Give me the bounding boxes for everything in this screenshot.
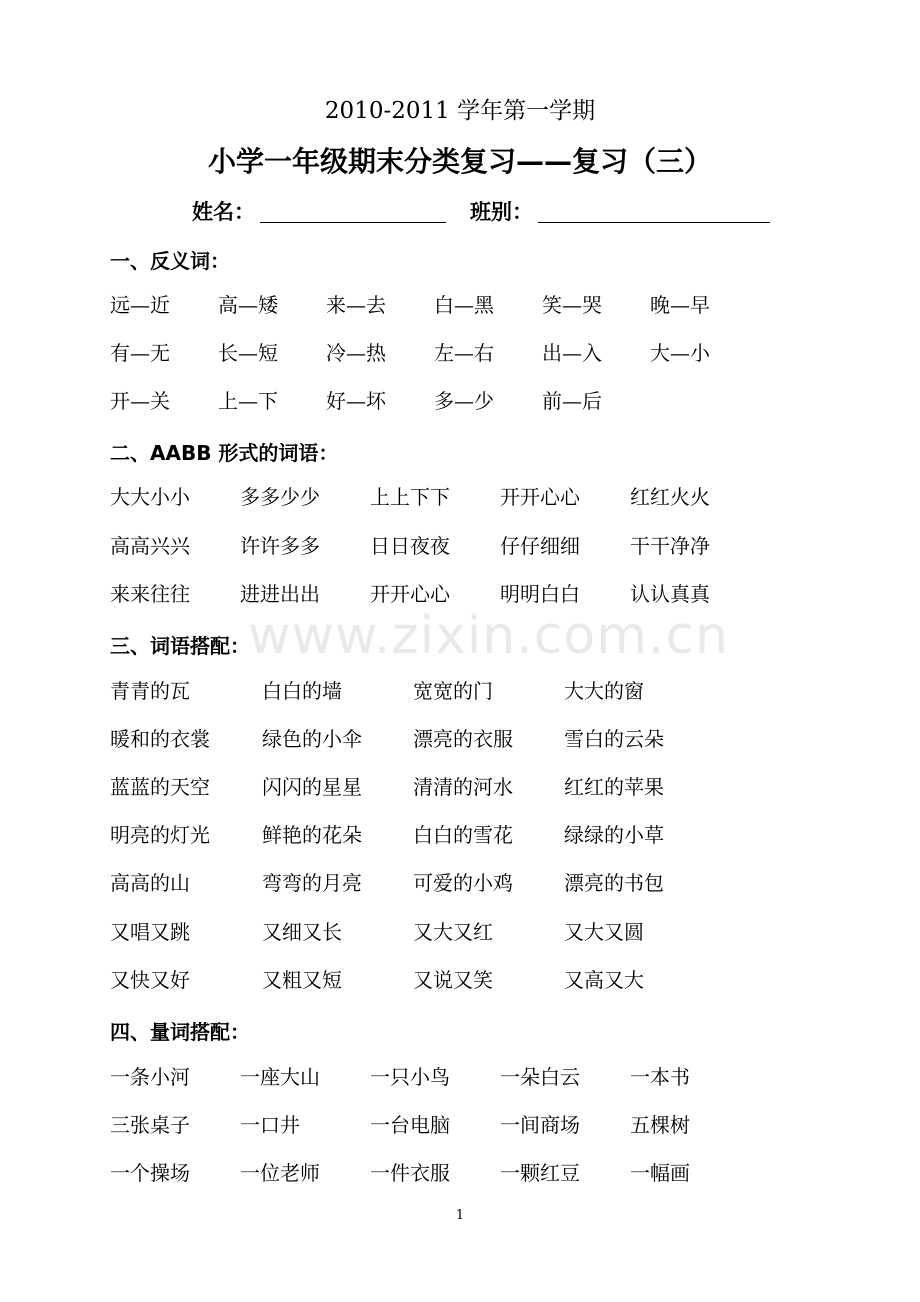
word-item: 蓝蓝的天空 xyxy=(110,775,210,799)
word-item: 又唱又跳 xyxy=(110,920,190,944)
word-item: 一件衣服 xyxy=(370,1161,450,1185)
word-item: 一口井 xyxy=(240,1113,300,1137)
word-item: 又粗又短 xyxy=(262,968,342,992)
section-heading: 四、量词搭配： xyxy=(110,1020,250,1044)
word-item: 认认真真 xyxy=(630,582,710,606)
word-item: 漂亮的书包 xyxy=(564,871,664,895)
word-item: 冷—热 xyxy=(326,341,386,365)
page-number: 1 xyxy=(455,1208,465,1223)
word-item: 一座大山 xyxy=(240,1065,320,1089)
word-item: 进进出出 xyxy=(240,582,320,606)
word-item: 长—短 xyxy=(218,341,278,365)
section-heading: 二、AABB 形式的词语： xyxy=(110,441,339,465)
word-item: 干干净净 xyxy=(630,534,710,558)
word-item: 来来往往 xyxy=(110,582,190,606)
word-item: 好—坏 xyxy=(326,389,386,413)
word-item: 高高的山 xyxy=(110,871,190,895)
word-item: 又高又大 xyxy=(564,968,644,992)
word-item: 高—矮 xyxy=(218,293,278,317)
word-item: 出—入 xyxy=(542,341,602,365)
word-item: 绿绿的小草 xyxy=(564,823,664,847)
word-item: 清清的河水 xyxy=(413,775,513,799)
word-item: 一颗红豆 xyxy=(500,1161,580,1185)
name-label: 姓名： xyxy=(192,200,255,224)
word-item: 又快又好 xyxy=(110,968,190,992)
word-item: 开—关 xyxy=(110,389,170,413)
watermark: www.zixin.com.cn xyxy=(248,606,729,666)
word-item: 一朵白云 xyxy=(500,1065,580,1089)
class-label: 班别： xyxy=(470,200,533,224)
word-item: 大大小小 xyxy=(110,485,190,509)
word-item: 日日夜夜 xyxy=(370,534,450,558)
word-item: 许许多多 xyxy=(240,534,320,558)
word-item: 仔仔细细 xyxy=(500,534,580,558)
word-item: 一个操场 xyxy=(110,1161,190,1185)
word-item: 一间商场 xyxy=(500,1113,580,1137)
semester-subtitle: 2010-2011 学年第一学期 xyxy=(324,98,596,124)
word-item: 笑—哭 xyxy=(542,293,602,317)
word-item: 晚—早 xyxy=(650,293,710,317)
word-item: 鲜艳的花朵 xyxy=(262,823,362,847)
word-item: 开开心心 xyxy=(370,582,450,606)
section-heading: 三、词语搭配： xyxy=(110,634,250,658)
word-item: 明明白白 xyxy=(500,582,580,606)
word-item: 明亮的灯光 xyxy=(110,823,210,847)
word-item: 一幅画 xyxy=(630,1161,690,1185)
section-heading: 一、反义词： xyxy=(110,249,230,273)
word-item: 弯弯的月亮 xyxy=(262,871,362,895)
word-item: 白白的墙 xyxy=(262,679,342,703)
word-item: 又大又圆 xyxy=(564,920,644,944)
word-item: 一只小鸟 xyxy=(370,1065,450,1089)
class-blank[interactable] xyxy=(538,222,770,223)
word-item: 一台电脑 xyxy=(370,1113,450,1137)
word-item: 又大又红 xyxy=(413,920,493,944)
word-item: 暖和的衣裳 xyxy=(110,727,210,751)
word-item: 可爱的小鸡 xyxy=(413,871,513,895)
word-item: 来—去 xyxy=(326,293,386,317)
word-item: 宽宽的门 xyxy=(413,679,493,703)
word-item: 红红火火 xyxy=(630,485,710,509)
word-item: 又说又笑 xyxy=(413,968,493,992)
word-item: 一条小河 xyxy=(110,1065,190,1089)
word-item: 上—下 xyxy=(218,389,278,413)
word-item: 大大的窗 xyxy=(564,679,644,703)
word-item: 多—少 xyxy=(434,389,494,413)
page-title: 小学一年级期末分类复习——复习（三） xyxy=(207,145,712,178)
word-item: 左—右 xyxy=(434,341,494,365)
word-item: 又细又长 xyxy=(262,920,342,944)
word-item: 白—黑 xyxy=(434,293,494,317)
word-item: 绿色的小伞 xyxy=(262,727,362,751)
word-item: 前—后 xyxy=(542,389,602,413)
word-item: 一本书 xyxy=(630,1065,690,1089)
word-item: 上上下下 xyxy=(370,485,450,509)
word-item: 有—无 xyxy=(110,341,170,365)
word-item: 高高兴兴 xyxy=(110,534,190,558)
word-item: 一位老师 xyxy=(240,1161,320,1185)
word-item: 大—小 xyxy=(650,341,710,365)
word-item: 远—近 xyxy=(110,293,170,317)
word-item: 开开心心 xyxy=(500,485,580,509)
name-blank[interactable] xyxy=(260,222,446,223)
word-item: 三张桌子 xyxy=(110,1113,190,1137)
word-item: 青青的瓦 xyxy=(110,679,190,703)
word-item: 红红的苹果 xyxy=(564,775,664,799)
word-item: 雪白的云朵 xyxy=(564,727,664,751)
word-item: 闪闪的星星 xyxy=(262,775,362,799)
word-item: 五棵树 xyxy=(630,1113,690,1137)
word-item: 漂亮的衣服 xyxy=(413,727,513,751)
word-item: 多多少少 xyxy=(240,485,320,509)
word-item: 白白的雪花 xyxy=(413,823,513,847)
